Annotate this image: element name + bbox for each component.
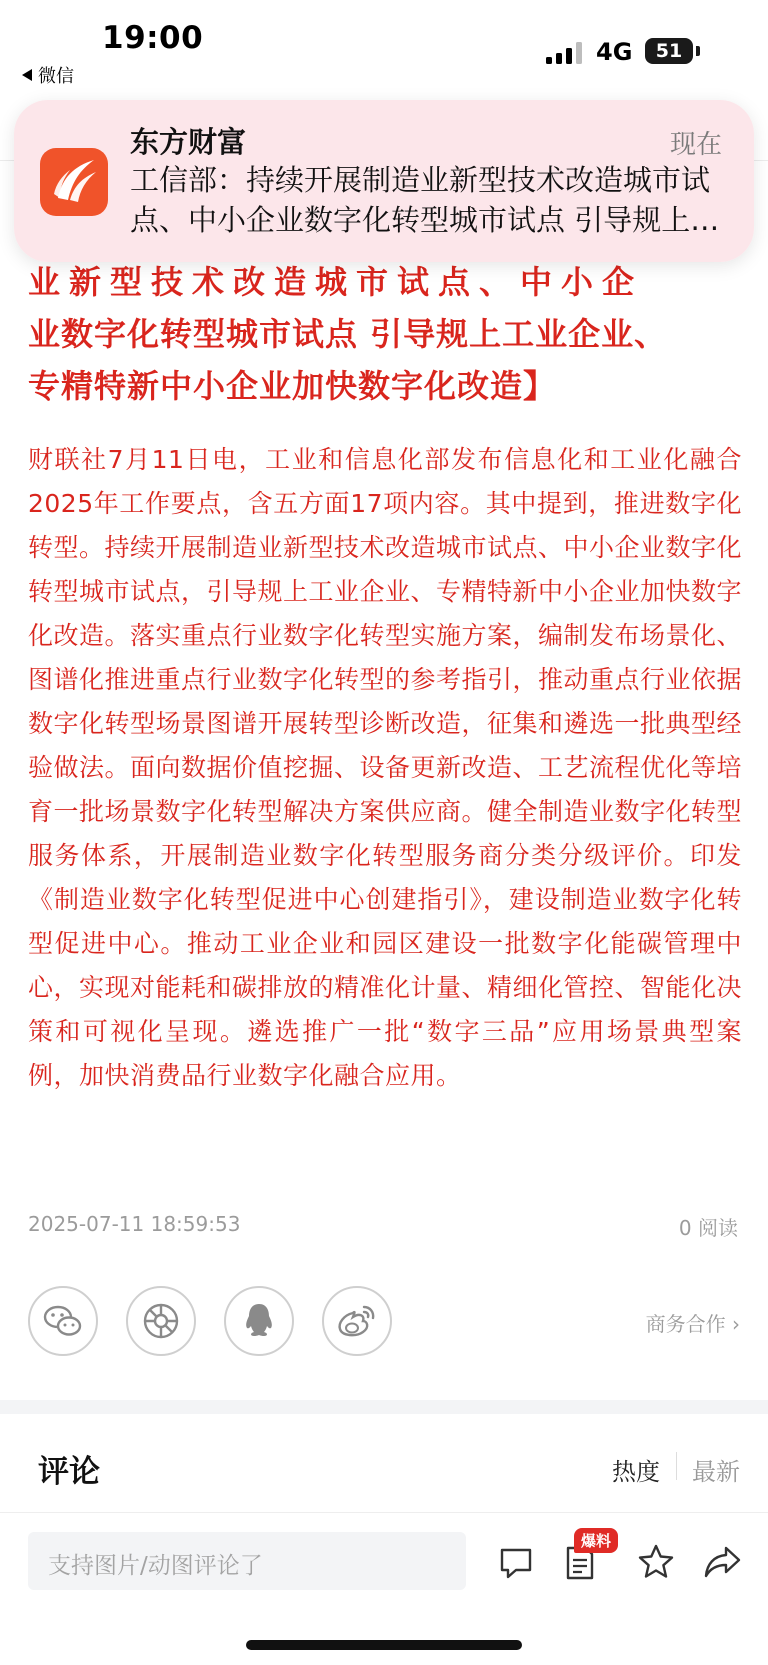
moments-icon [141, 1301, 181, 1341]
status-time: 19:00 [102, 20, 204, 56]
share-qq-button[interactable] [224, 1286, 294, 1356]
wechat-icon [43, 1304, 83, 1338]
notification-app-name: 东方财富 [130, 125, 247, 159]
headline-line: 专精特新中小企业加快数字化改造】 [28, 367, 557, 405]
home-indicator [246, 1640, 522, 1650]
status-bar [0, 0, 768, 92]
share-arrow-icon[interactable] [702, 1542, 742, 1582]
article-headline [28, 256, 744, 412]
back-app-label: 微信 [38, 66, 74, 87]
battery-cap [696, 46, 700, 56]
notification-time: 现在 [669, 130, 722, 160]
battery-icon: 51 [645, 38, 693, 64]
sort-new-tab[interactable]: 最新 [692, 1458, 740, 1486]
share-wechat-button[interactable] [28, 1286, 98, 1356]
back-arrow-icon [22, 69, 32, 81]
headline-line: 业新型技术改造城市试点、中小企 [28, 263, 644, 301]
comment-input[interactable] [28, 1532, 466, 1590]
report-badge: 爆料 [574, 1528, 618, 1553]
publish-date: 2025-07-11 18:59:53 [28, 1212, 241, 1236]
share-moments-button[interactable] [126, 1286, 196, 1356]
headline-line: 业数字化转型城市试点 引导规上工业企业、 [28, 315, 668, 353]
network-type: 4G [596, 38, 633, 66]
sort-hot-tab[interactable]: 热度 [612, 1458, 660, 1486]
back-to-app[interactable] [22, 62, 74, 88]
business-cooperation-link[interactable]: 商务合作 › [645, 1312, 740, 1336]
qq-icon [242, 1301, 276, 1341]
push-notification[interactable] [14, 100, 754, 262]
signal-icon [546, 42, 584, 64]
read-count: 0 阅读 [678, 1216, 738, 1240]
comment-input-placeholder: 支持图片/动图评论了 [48, 1553, 263, 1579]
comments-title: 评论 [38, 1454, 100, 1490]
article-body: 财联社7月11日电，工业和信息化部发布信息化和工业化融合2025年工作要点，含五方面17项内容。其中提到，推进数字化转型。持续开展制造业新型技术改造城市试点、中小企业数字化转型城市试点，引导规上工业企业、专精特新中小企业加快数字化改造。落实重点行业数字化转型实施方案，编制发布场景化、图谱化推进重点行业数字化转型的参考指引，推动重点行业依据数字化转型场景图谱开展转型诊断改造，征集和遴选一批典型经验做法。面向数据价值挖掘、设备更新改造、工艺流程优化等培育一批场景数字化转型解决方案供应商。健全制造业数字化转型服务体系，开展制造业数字化转型服务商分类分级评价。印发《制造业数字化转型促进中心创建指引》，建设制造业数字化转型促进中心。推动工业企业和园区建设一批数字化能碳管理中心，实现对能耗和碳排放的精准化计量、精细化管控、智能化决策和可视化呈现。遴选推广一批“数字三品”应用场景典型案例，加快消费品行业数字化融合应用。 [28, 445, 743, 1090]
sort-divider [676, 1452, 677, 1480]
share-weibo-button[interactable] [322, 1286, 392, 1356]
eastmoney-app-icon [40, 148, 108, 216]
comment-icon[interactable] [496, 1542, 536, 1582]
section-divider [0, 1400, 768, 1414]
favorite-star-icon[interactable] [636, 1542, 676, 1582]
notification-text: 工信部：持续开展制造业新型技术改造城市试点、中小企业数字化转型城市试点 引导规上工 [130, 163, 720, 237]
weibo-icon [336, 1303, 378, 1339]
toolbar-divider [0, 1512, 768, 1513]
